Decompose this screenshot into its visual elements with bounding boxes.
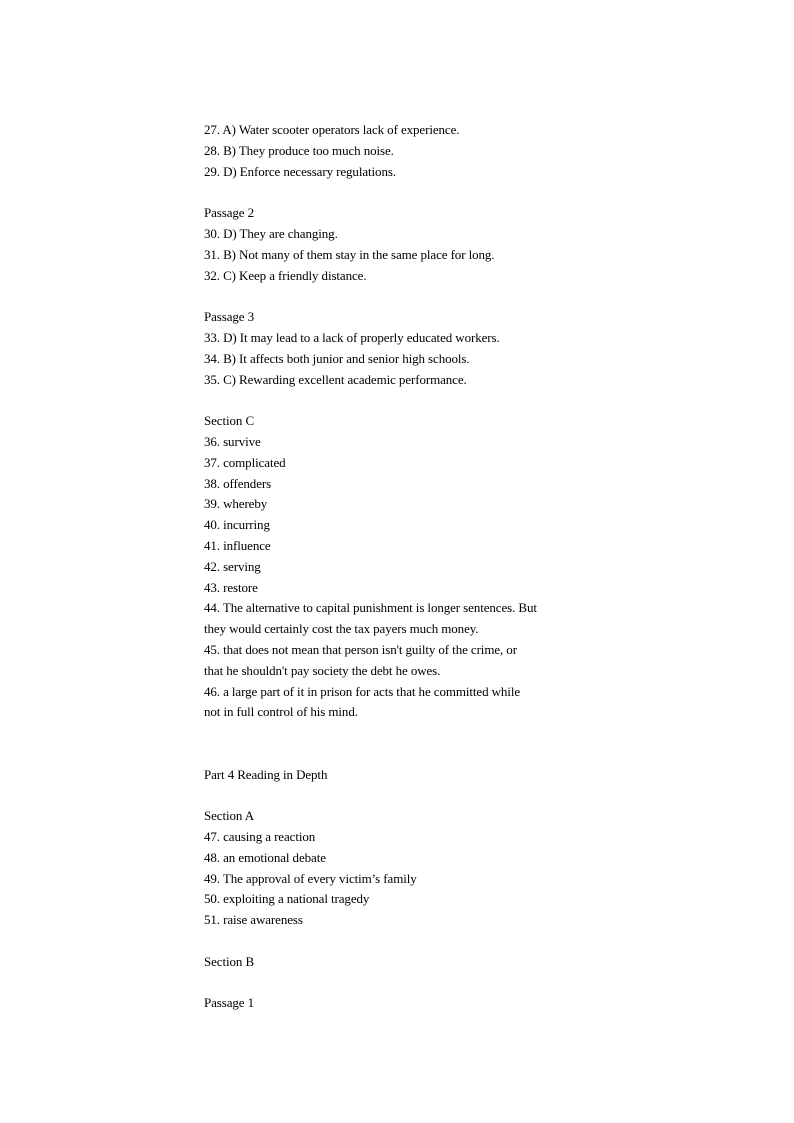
- answer-44-line-2: they would certainly cost the tax payers much money.: [204, 621, 479, 637]
- section-b-heading: Section B: [204, 953, 255, 969]
- answer-46-line-1: 46. a large part of it in prison for acts that he committed while: [204, 683, 521, 699]
- answer-28: 28. B) They produce too much noise.: [204, 142, 394, 158]
- answer-50: 50. exploiting a national tragedy: [204, 891, 370, 907]
- spacer: [204, 182, 604, 203]
- answer-29: 29. D) Enforce necessary regulations.: [204, 163, 396, 179]
- spacer: [204, 723, 604, 765]
- section-c-heading: Section C: [204, 413, 255, 429]
- answer-31: 31. B) Not many of them stay in the same place for long.: [204, 246, 495, 262]
- spacer: [204, 931, 604, 952]
- spacer: [204, 390, 604, 411]
- answer-49: 49. The approval of every victim’s family: [204, 870, 417, 886]
- spacer: [204, 973, 604, 994]
- passage-2-heading: Passage 2: [204, 205, 255, 221]
- answer-47: 47. causing a reaction: [204, 829, 316, 845]
- answer-40: 40. incurring: [204, 517, 270, 533]
- answer-35: 35. C) Rewarding excellent academic performance.: [204, 371, 467, 387]
- part-4-heading: Part 4 Reading in Depth: [204, 766, 328, 782]
- answer-46-line-2: not in full control of his mind.: [204, 704, 358, 720]
- section-a-heading: Section A: [204, 808, 255, 824]
- answer-27: 27. A) Water scooter operators lack of experience.: [204, 122, 460, 137]
- answer-33: 33. D) It may lead to a lack of properly educated workers.: [204, 329, 500, 345]
- answer-43: 43. restore: [204, 579, 258, 595]
- passage-3-heading: Passage 3: [204, 309, 255, 325]
- answer-36: 36. survive: [204, 433, 261, 449]
- spacer: [204, 286, 604, 307]
- answer-44-line-1: 44. The alternative to capital punishment is longer sentences. But: [204, 600, 537, 616]
- answer-34: 34. B) It affects both junior and senior high schools.: [204, 350, 470, 366]
- answer-51: 51. raise awareness: [204, 912, 303, 928]
- answer-41: 41. influence: [204, 537, 271, 553]
- answer-38: 38. offenders: [204, 475, 272, 491]
- answer-37: 37. complicated: [204, 454, 286, 470]
- answer-32: 32. C) Keep a friendly distance.: [204, 267, 367, 283]
- answer-30: 30. D) They are changing.: [204, 225, 338, 241]
- answer-key-page: [204, 120, 604, 1014]
- spacer: [204, 786, 604, 807]
- answer-42: 42. serving: [204, 558, 261, 574]
- answer-45-line-2: that he shouldn't pay society the debt he owes.: [204, 662, 441, 678]
- answer-39: 39. whereby: [204, 496, 268, 512]
- passage-1-heading: Passage 1: [204, 995, 255, 1011]
- answer-48: 48. an emotional debate: [204, 849, 326, 865]
- answer-45-line-1: 45. that does not mean that person isn't guilty of the crime, or: [204, 641, 517, 657]
